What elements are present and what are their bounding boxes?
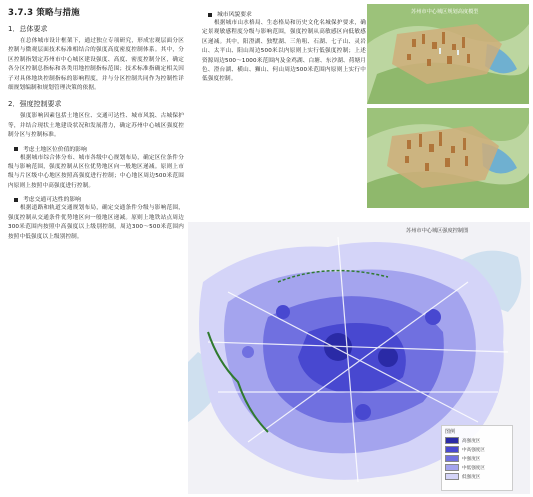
legend-item: [442, 472, 512, 481]
left-column: [8, 6, 184, 242]
legend-item: [442, 454, 512, 463]
bullet-location: [14, 144, 184, 153]
paragraph-style: 根据城市山水格局、生态格局和历史文化名城保护要求，确定景观敏感程度分级与影响范围，强度控制从高敏感区向低敏感区递减。其中，阳澄湖、独墅湖、三角咀、石湖、七子山、灵岩山、太平山、阳山周边500米以内原则上实行低强度控制；上述资源周边500～1000米范围内及金鸡湖、白塘、东沙湖、荷塘月色、澄台湖、横山、狮山、何山周边500米范围内原则上实行中低强度控制。: [202, 20, 366, 83]
height-model-image-top: [367, 4, 529, 104]
legend-label: 中高强度区: [462, 447, 485, 453]
map-legend: [441, 425, 513, 491]
intensity-control-map: [188, 222, 530, 494]
legend-item: [442, 436, 512, 445]
bullet-style-text: 城市风貌要求: [217, 12, 252, 18]
legend-swatch: [445, 464, 459, 471]
paragraph-traffic: 根据道路和轨道交通规划布局，确定交通条件分级与影响范围，强度控制从交通条件优势地区向一般地区递减。原则上地铁站点周边300米范围内按照中高强度以上级别控制，周边300～500米范围内按照中低强度以上级别控制。: [8, 205, 184, 240]
height-model-title: 苏州市中心城区规划高度模型: [411, 9, 479, 15]
bullet-square-icon: [208, 13, 212, 17]
height-model-illustration: [367, 108, 529, 208]
paragraph-overall: 在总体城市设计框架下，通过独立专项研究，形成宏观层面分区控制与微观层面技术标准相结合的强度高度密度控制体系。其中，分区控制指划定苏州市中心城区建设强度、高度、密度控制分区，确定各分区控制总指标和各类用地控制指标范围；技术标准指确定相关因子对具体地块控制指标的影响程度，并与分区控制共同作为控制性详细规划编制和规划管理决策的依据。: [8, 38, 184, 92]
legend-label: 低强度区: [462, 474, 481, 480]
heading-overall: 1．总体要求: [8, 25, 48, 33]
bullet-square-icon: [14, 198, 18, 202]
bullet-square-icon: [14, 147, 18, 151]
bullet-style: [208, 9, 366, 18]
heading-intensity: 2．强度控制要求: [8, 100, 62, 109]
height-model-image-bottom: [367, 108, 529, 208]
legend-swatch: [445, 473, 459, 480]
legend-label: 中低强度区: [462, 465, 485, 471]
legend-swatch: [445, 455, 459, 462]
legend-swatch: [445, 437, 459, 444]
bullet-location-text: 考虑土地区位价值的影响: [23, 146, 87, 153]
intensity-map-title: 苏州市中心城区强度控制图: [406, 228, 469, 234]
legend-item: [442, 445, 512, 454]
height-model-illustration: [367, 4, 529, 104]
legend-label: 高强度区: [462, 438, 481, 444]
legend-swatch: [445, 446, 459, 453]
middle-column: [190, 6, 366, 85]
paragraph-location: 根据城市综合体分布、城市各级中心规划布局，确定区位条件分级与影响范围，强度控制从区位优势地区向一般地区递减。原则上市级与片区级中心地区按照高强度进行控制；中心地区周边500米范围内原则上按照中高强度进行控制。: [8, 154, 184, 189]
section-title: 3.7.3 策略与措施: [8, 8, 80, 18]
paragraph-intensity: 强度影响因素包括土地区位、交通可达性、城市风貌、古城保护等，并结合现状土地建设状况和发展潜力，确定苏州中心城区强度控制分区与控制标准。: [8, 113, 184, 139]
legend-item: [442, 463, 512, 472]
bullet-traffic-text: 考虑交通可达性的影响: [23, 197, 81, 204]
legend-title: 图例: [445, 429, 456, 435]
bullet-traffic: [14, 194, 184, 203]
legend-label: 中强度区: [462, 456, 481, 462]
